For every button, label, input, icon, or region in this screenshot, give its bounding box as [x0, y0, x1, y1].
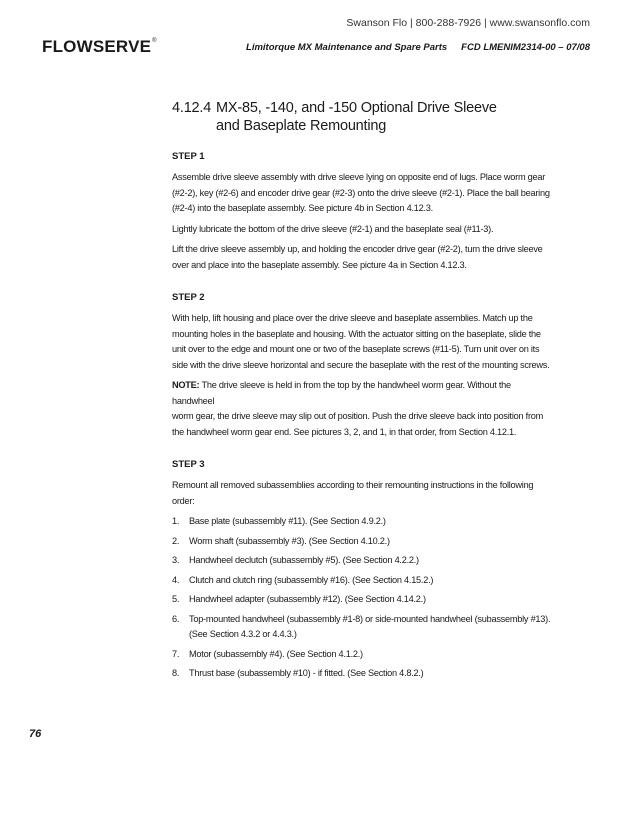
list-item-text: Worm shaft (subassembly #3). (See Section 4.10.2.): [189, 535, 390, 546]
section-title: [216, 99, 552, 135]
step-1-p3-line-1: Lift the drive sleeve assembly up, and holding the encoder drive gear (#2-2), turn the drive sleeve: [172, 244, 543, 254]
step-1-p1-line-2: (#2-2), key (#2-6) and encoder drive gear (#2-3) onto the drive sleeve (#2-1). Place the ball bearing: [172, 187, 550, 198]
step-1-paragraph-1: [172, 170, 552, 217]
list-item-text: Handwheel declutch (subassembly #5). (See Section 4.2.2.): [189, 555, 419, 565]
step-1-p3-line-2: over and place into the baseplate assembly. See picture 4a in Section 4.12.3.: [172, 259, 467, 270]
step-2-p1-line-1: With help, lift housing and place over the drive sleeve and baseplate assemblies. Match up the: [172, 313, 533, 323]
main-content: [172, 99, 552, 682]
step-2-heading: STEP 2: [172, 292, 205, 303]
list-item-number: 6.: [172, 613, 180, 624]
step-2-note-line-3: the handwheel worm gear end. See pictures 3, 2, and 1, in that order, from Section 4.12.1.: [172, 426, 517, 437]
list-item-number: 2.: [172, 535, 180, 546]
list-item-number: 3.: [172, 555, 180, 565]
list-item-number: 7.: [172, 648, 180, 659]
step-1-paragraph-3: [172, 242, 552, 273]
step-2-note-line-1: The drive sleeve is held in from the top by the handwheel worm gear. Without the handwheel: [172, 380, 511, 406]
list-item-text: Handwheel adapter (subassembly #12). (See Section 4.14.2.): [189, 594, 426, 604]
step-3-intro-line-1: Remount all removed subassemblies according to their remounting instructions in the following: [172, 480, 534, 490]
step-2: [172, 292, 552, 440]
list-item: [172, 612, 552, 643]
document-header: [246, 42, 590, 53]
list-item-text: Motor (subassembly #4). (See Section 4.1.2.): [189, 648, 363, 659]
list-item: [172, 666, 552, 682]
step-3-intro: [172, 478, 552, 509]
list-item-number: 1.: [172, 516, 180, 526]
step-2-note-line-2: worm gear, the drive sleeve may slip out of position. Push the drive sleeve back into position from: [172, 411, 544, 421]
section-title-line-2: and Baseplate Remounting: [216, 118, 387, 134]
list-item: [172, 647, 552, 663]
step-1-p1-line-1: Assemble drive sleeve assembly with drive sleeve lying on opposite end of lugs. Place worm gear: [172, 172, 546, 182]
page-number: 76: [29, 728, 42, 740]
list-item-number: 4.: [172, 574, 180, 585]
list-item-line-2: (See Section 4.3.2 or 4.4.3.): [189, 629, 297, 639]
note-label: NOTE:: [172, 380, 200, 390]
step-2-p1-line-3: unit over to the edge and mount one or two of the baseplate screws (#11-5). Turn unit over on its: [172, 344, 540, 354]
contact-line: Swanson Flo | 800-288-7926 | www.swansonflo.com: [346, 17, 590, 29]
step-3-intro-line-2: order:: [172, 495, 195, 506]
section-number: 4.12.4: [172, 100, 212, 116]
list-item: [172, 514, 552, 530]
step-2-paragraph-1: [172, 311, 552, 373]
step-2-p1-line-2: mounting holes in the baseplate and housing. With the actuator sitting on the baseplate, slide the: [172, 328, 541, 339]
step-1-heading: STEP 1: [172, 151, 205, 162]
list-item-text: [189, 612, 552, 643]
step-3-heading: STEP 3: [172, 459, 205, 470]
list-item-number: 5.: [172, 594, 180, 604]
list-item: [172, 573, 552, 589]
document-code: FCD LMENIM2314-00 – 07/08: [461, 42, 590, 53]
section-heading: [172, 99, 552, 135]
step-2-p1-line-4: side with the drive sleeve horizontal and secure the baseplate with the rest of the mounting screws.: [172, 359, 550, 370]
document-title: Limitorque MX Maintenance and Spare Parts: [246, 42, 448, 53]
list-item-text: Base plate (subassembly #11). (See Section 4.9.2.): [189, 516, 386, 526]
list-item-line-1: Top-mounted handwheel (subassembly #1-8) or side-mounted handwheel (subassembly #13).: [189, 613, 551, 624]
list-item-number: 8.: [172, 668, 180, 678]
list-item: [172, 553, 552, 569]
step-1-paragraph-2: Lightly lubricate the bottom of the drive sleeve (#2-1) and the baseplate seal (#11-3).: [172, 223, 494, 234]
registered-mark: ®: [152, 38, 157, 44]
list-item: [172, 534, 552, 550]
section-title-line-1: MX-85, -140, and -150 Optional Drive Sleeve: [216, 100, 497, 116]
flowserve-logo: [42, 37, 157, 57]
list-item-text: Clutch and clutch ring (subassembly #16). (See Section 4.15.2.): [189, 574, 434, 585]
step-2-note: [172, 378, 552, 440]
step-1-p1-line-3: (#2-4) into the baseplate assembly. See picture 4b in Section 4.12.3.: [172, 203, 433, 213]
remount-order-list: [172, 514, 552, 682]
step-3: [172, 459, 552, 682]
list-item: [172, 592, 552, 608]
list-item-text: Thrust base (subassembly #10) - if fitted. (See Section 4.8.2.): [189, 668, 424, 678]
logo-wordmark: FLOWSERVE: [42, 37, 152, 56]
step-1: [172, 151, 552, 273]
